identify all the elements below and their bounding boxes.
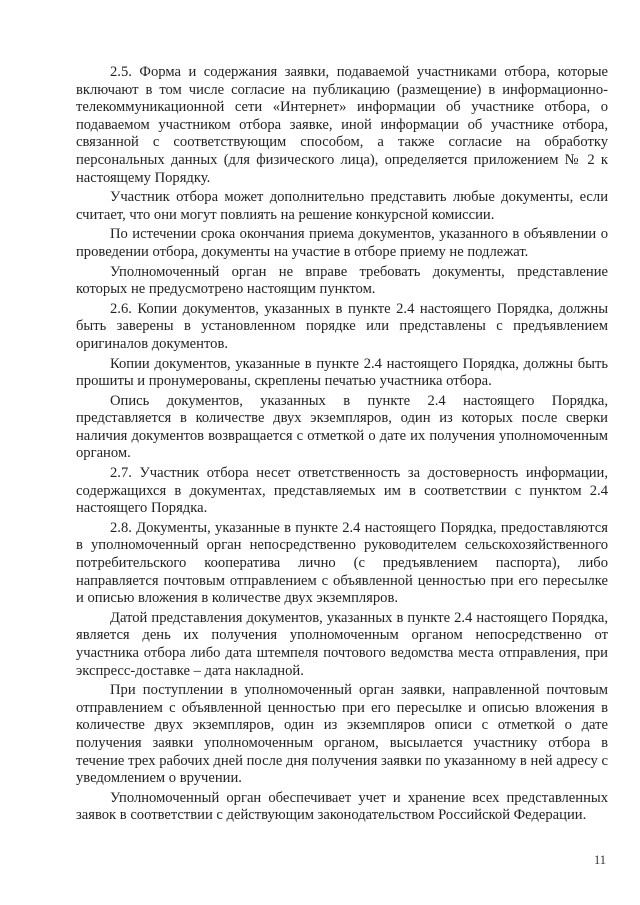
paragraph-submission-date: Датой представления документов, указанных в пункте 2.4 настоящего Порядка, является день их получения уполномоченным органом непосредственно от участника отбора либо дата штемпеля почтового ведомства места отправления, при экспресс-доставке – дата накладной. bbox=[76, 609, 608, 679]
paragraph-copies-stitched: Копии документов, указанные в пункте 2.4 настоящего Порядка, должны быть прошиты и пронумерованы, скреплены печатью участника отбора. bbox=[76, 355, 608, 390]
paragraph-inventory: Опись документов, указанных в пункте 2.4 настоящего Порядка, представляется в количестве двух экземпляров, один из которых после сверки наличия документов возвращается с отметкой о дате их получения уполномоченным органом. bbox=[76, 392, 608, 462]
paragraph-2-7: 2.7. Участник отбора несет ответственность за достоверность информации, содержащихся в документах, представляемых им в соответствии с пунктом 2.4 настоящего Порядка. bbox=[76, 465, 608, 517]
page-number: 11 bbox=[593, 853, 606, 867]
paragraph-deadline: По истечении срока окончания приема документов, указанного в объявлении о проведении отбора, документы на участие в отборе приему не подлежат. bbox=[76, 226, 608, 260]
document-body bbox=[76, 64, 608, 827]
paragraph-postal-receipt: При поступлении в уполномоченный орган заявки, направленной почтовым отправлением с объявленной ценностью при его пересылке и описью вложения в количестве двух экземпляров, один из экземпляров описи с отметкой о дате получения заявки уполномоченным органом, высылается участнику отбора в течение трех рабочих дней после дня получения заявки по указанному в ней адресу с уведомлением о вручении. bbox=[76, 682, 608, 787]
paragraph-additional-documents: Участник отбора может дополнительно представить любые документы, если считает, что они могут повлиять на решение конкурсной комиссии. bbox=[76, 189, 608, 223]
paragraph-2-6: 2.6. Копии документов, указанных в пункте 2.4 настоящего Порядка, должны быть заверены в установленном порядке или представлены с предъявлением оригиналов документов. bbox=[76, 300, 608, 352]
paragraph-no-extra-requirements: Уполномоченный орган не вправе требовать документы, представление которых не предусмотрено настоящим пунктом. bbox=[76, 263, 608, 298]
paragraph-2-5: 2.5. Форма и содержания заявки, подаваемой участниками отбора, которые включают в том числе согласие на публикацию (размещение) в информационно-телекоммуникационной сети «Интернет» информации об участнике отбора, о подаваемом участником отбора заявке, иной информации об участнике отбора, связанной с соответствующим способом, а также согласие на обработку персональных данных (для физического лица), определяется приложением № 2 к настоящему Порядку. bbox=[76, 64, 608, 186]
paragraph-storage: Уполномоченный орган обеспечивает учет и хранение всех представленных заявок в соответствии с действующим законодательством Российской Федерации. bbox=[76, 789, 608, 824]
paragraph-2-8: 2.8. Документы, указанные в пункте 2.4 настоящего Порядка, предоставляются в уполномоченный орган непосредственно руководителем сельскохозяйственного потребительского кооператива лично (с предъявлением паспорта), либо направляется почтовым отправлением с объявленной ценностью при его пересылке и описью вложения в количестве двух экземпляров. bbox=[76, 519, 608, 607]
